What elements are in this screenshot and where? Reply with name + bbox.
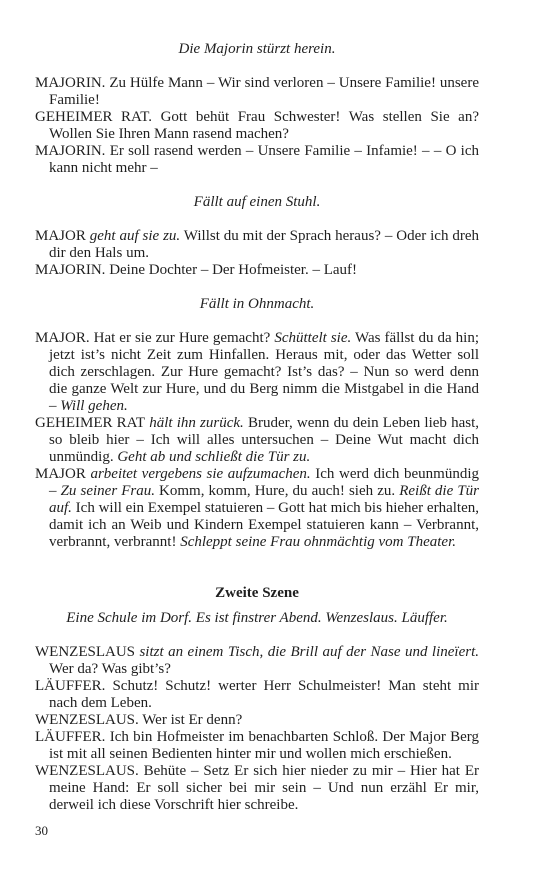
dialogue-text: Gott behüt Frau Schwester! Was stellen Sie an? Wollen Sie Ihren Mann rasend machen? bbox=[49, 109, 479, 142]
stage-direction-inline: Geht ab und schließt die Tür zu. bbox=[117, 449, 311, 465]
page-number: 30 bbox=[35, 823, 48, 838]
stage-direction-inline: Zu seiner Frau. bbox=[60, 483, 155, 499]
speaker-name: MAJOR bbox=[35, 466, 86, 482]
stage-direction-inline: Schüttelt sie. bbox=[274, 330, 352, 346]
speaker-name: MAJOR bbox=[35, 228, 86, 244]
dialogue-block bbox=[35, 75, 479, 109]
dialogue-text: Behüte – Setz Er sich hier nieder zu mir – Hier hat Er meine Hand: Er soll sicher bei mir sein – Und nun erzähl Er mir, derweil ich diese Vorschrift hier schreibe. bbox=[49, 763, 479, 813]
text-column bbox=[35, 41, 479, 814]
speaker-name: WENZESLAUS. bbox=[35, 763, 139, 779]
dialogue-block bbox=[35, 228, 479, 262]
dialogue-text: Wer ist Er denn? bbox=[138, 712, 243, 728]
dialogue-block bbox=[35, 330, 479, 415]
stage-direction: Fällt auf einen Stuhl. bbox=[193, 194, 321, 210]
dialogue-text: Zu Hülfe Mann – Wir sind verloren – Unsere Familie! unsere Familie! bbox=[49, 75, 479, 108]
dialogue-text: Schutz! Schutz! werter Herr Schulmeister! Man steht mir nach dem Leben. bbox=[49, 678, 479, 711]
dialogue-text: Komm, komm, Hure, du auch! sieh zu. bbox=[154, 483, 400, 499]
speaker-name: MAJORIN. bbox=[35, 75, 106, 91]
dialogue-block bbox=[35, 466, 479, 551]
dialogue-block bbox=[35, 763, 479, 814]
dialogue-text: Wer da? Was gibt’s? bbox=[49, 661, 171, 677]
dialogue-block bbox=[35, 729, 479, 763]
scene-title: Zweite Szene bbox=[215, 585, 299, 601]
dialogue-text: Willst du mit der Sprach heraus? – Oder ich dreh dir den Hals um. bbox=[49, 228, 479, 261]
stage-direction-inline: Schleppt seine Frau ohnmächtig vom Theater. bbox=[180, 534, 456, 550]
stage-direction-inline: arbeitet vergebens sie aufzumachen. bbox=[85, 466, 311, 482]
dialogue-block bbox=[35, 109, 479, 143]
dialogue-block bbox=[35, 644, 479, 678]
dialogue-block bbox=[35, 143, 479, 177]
speaker-name: LÄUFFER. bbox=[35, 678, 106, 694]
dialogue-text: Deine Dochter – Der Hofmeister. – Lauf! bbox=[105, 262, 358, 278]
scene-setting: Eine Schule im Dorf. Es ist finstrer Abend. Wenzeslaus. Läuffer. bbox=[66, 610, 448, 626]
speaker-name: WENZESLAUS. bbox=[35, 712, 139, 728]
dialogue-block bbox=[35, 262, 479, 279]
dialogue-text: Bruder, wenn du dein Leben lieb hast, so bleib hier – Ich will alles untersuchen – Deine Wut macht dich unmündig. bbox=[49, 415, 479, 465]
speaker-name: MAJORIN. bbox=[35, 262, 106, 278]
speaker-name: GEHEIMER RAT. bbox=[35, 109, 153, 125]
dialogue-text: Ich werd dich beunmündig – bbox=[49, 466, 479, 499]
dialogue-block bbox=[35, 415, 479, 466]
speaker-name: WENZESLAUS bbox=[35, 644, 135, 660]
dialogue-text: Ich bin Hofmeister im benachbarten Schloß. Der Major Berg ist mit all seinen Bedienten hinter mir und wollen mich erschießen. bbox=[49, 729, 479, 762]
stage-direction-inline: Reißt die Tür auf. bbox=[49, 483, 480, 516]
dialogue-text: Was fällst du da hin; jetzt ist’s nicht Zeit zum Hinfallen. Heraus mit, oder das Wetter soll dich zerschlagen. Zur Hure gemacht? Ist’s das? – Nun so werd denn die ganze Welt zur Hure, und du Berg nimm die Mistgabel in die Hand – bbox=[49, 330, 480, 414]
dialogue-text: Ich will ein Exempel statuieren – Gott hat mich bis hieher erhalten, damit ich an Weib und Kindern Exempel statuieren kann – Verbrannt, verbrannt, verbrannt! bbox=[49, 500, 479, 550]
speaker-name: MAJORIN. bbox=[35, 143, 106, 159]
speaker-name: LÄUFFER. bbox=[35, 729, 106, 745]
stage-direction-inline: geht auf sie zu. bbox=[85, 228, 181, 244]
dialogue-block bbox=[35, 712, 479, 729]
speaker-name: MAJOR. bbox=[35, 330, 90, 346]
stage-direction: Fällt in Ohnmacht. bbox=[199, 296, 315, 312]
stage-direction-inline: hält ihn zurück. bbox=[145, 415, 244, 431]
stage-direction-inline: sitzt an einem Tisch, die Brill auf der Nase und lineïert. bbox=[135, 644, 479, 660]
dialogue-block bbox=[35, 678, 479, 712]
stage-direction-inline: Will gehen. bbox=[60, 398, 128, 414]
dialogue-text: Hat er sie zur Hure gemacht? bbox=[89, 330, 275, 346]
speaker-name: GEHEIMER RAT bbox=[35, 415, 146, 431]
stage-direction: Die Majorin stürzt herein. bbox=[178, 41, 336, 57]
dialogue-text: Er soll rasend werden – Unsere Familie – Infamie! – – O ich kann nicht mehr – bbox=[49, 143, 479, 176]
